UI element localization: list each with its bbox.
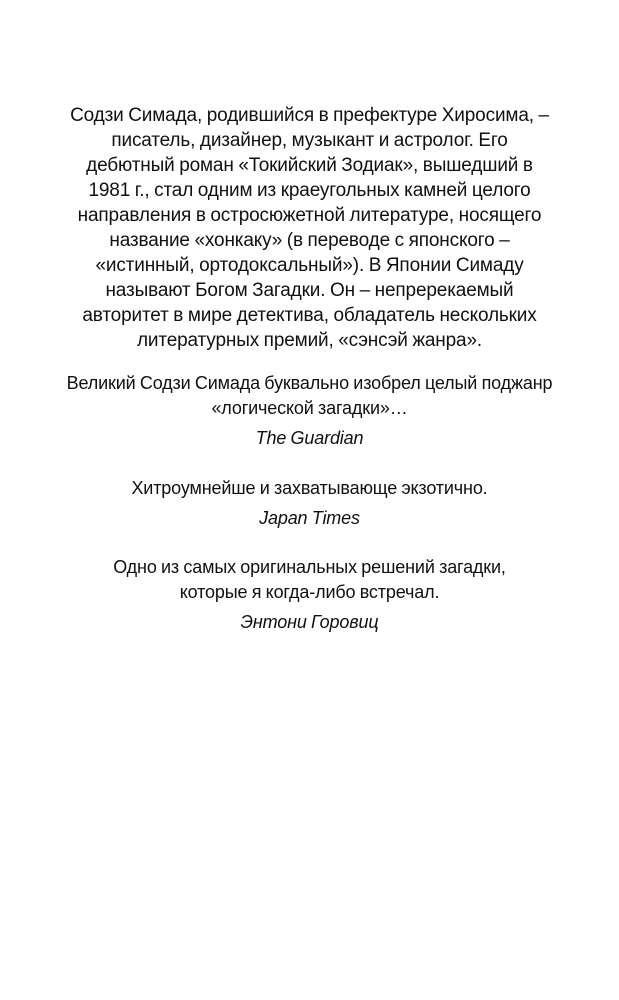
review-quote-japan-times [40, 476, 579, 531]
quote-source: The Guardian [255, 428, 364, 448]
bio-line: называют Богом Загадки. Он – непререкаемый [105, 280, 514, 301]
bio-line: писатель, дизайнер, музыкант и астролог. Его [111, 130, 508, 151]
quote-line: Одно из самых оригинальных решений загадки, [113, 557, 506, 577]
bio-line: 1981 г., стал одним из краеугольных камней целого [88, 180, 531, 201]
bio-line: «истинный, ортодоксальный»). В Японии Симаду [95, 255, 524, 276]
author-bio [58, 103, 561, 353]
quote-line: Хитроумнейше и захватывающе экзотично. [131, 478, 488, 498]
quote-source: Энтони Горовиц [240, 612, 379, 632]
quote-line: которые я когда-либо встречал. [179, 582, 440, 602]
quote-line: Великий Содзи Симада буквально изобрел целый поджанр [66, 373, 553, 393]
review-quote-horowitz [40, 555, 579, 635]
quote-source: Japan Times [259, 508, 360, 528]
quote-line: «логической загадки»… [211, 398, 408, 418]
bio-line: литературных премий, «сэнсэй жанра». [136, 330, 483, 351]
bio-line: направления в остросюжетной литературе, носящего [77, 205, 542, 226]
bio-line: дебютный роман «Токийский Зодиак», вышедший в [86, 155, 533, 176]
bio-line: название «хонкаку» (в переводе с японского – [109, 230, 510, 251]
review-quote-guardian [40, 371, 579, 451]
bio-line: Содзи Симада, родившийся в префектуре Хиросима, – [70, 105, 549, 126]
bio-line: авторитет в мире детектива, обладатель нескольких [82, 305, 537, 326]
